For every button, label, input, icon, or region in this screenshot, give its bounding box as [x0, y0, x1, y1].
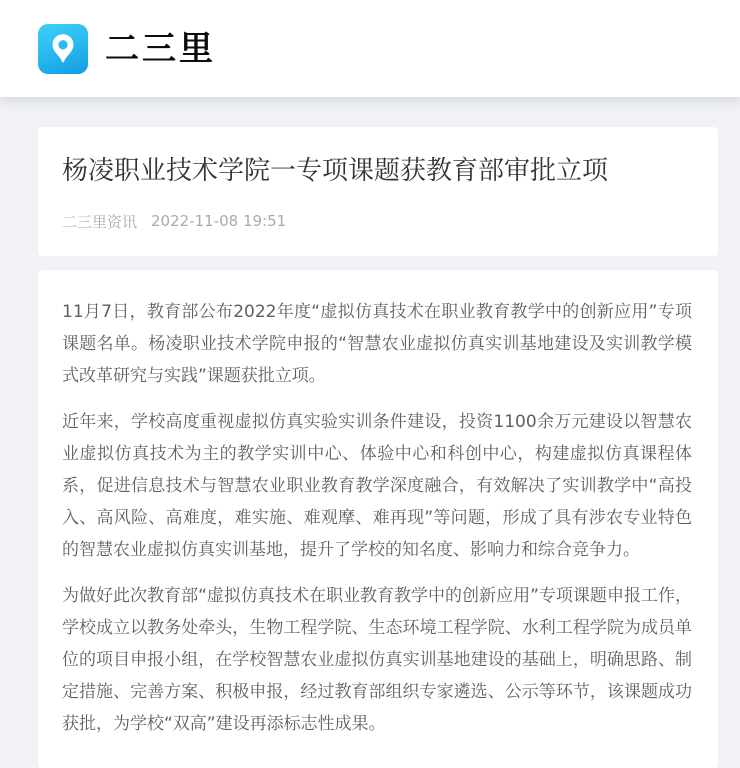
app-header	[0, 0, 740, 97]
article-meta	[62, 211, 692, 232]
brand-home-link[interactable]	[38, 24, 216, 74]
location-pin-icon	[38, 24, 88, 74]
article-page	[38, 127, 718, 768]
article-timestamp: 2022-11-08 19:51	[151, 212, 287, 231]
brand-name: 二三里	[105, 28, 216, 69]
article-paragraph: 为做好此次教育部“虚拟仿真技术在职业教育教学中的创新应用”专项课题申报工作，学校成立以教务处牵头，生物工程学院、生态环境工程学院、水利工程学院为成员单位的项目申报小组，在学校智慧农业虚拟仿真实训基地建设的基础上，明确思路、制定措施、完善方案、积极申报，经过教育部组织专家遴选、公示等环节，该课题成功获批，为学校“双高”建设再添标志性成果。	[62, 585, 692, 734]
article-title: 杨凌职业技术学院一专项课题获教育部审批立项	[62, 156, 609, 186]
article-paragraph: 11月7日，教育部公布2022年度“虚拟仿真技术在职业教育教学中的创新应用”专项课题名单。杨凌职业技术学院申报的“智慧农业虚拟仿真实训基地建设及实训教学模式改革研究与实践”课题获批立项。	[62, 301, 692, 386]
article-paragraph: 近年来，学校高度重视虚拟仿真实验实训条件建设，投资1100余万元建设以智慧农业虚拟仿真技术为主的教学实训中心、体验中心和科创中心，构建虚拟仿真课程体系，促进信息技术与智慧农业职业教育教学深度融合，有效解决了实训教学中“高投入、高风险、高难度，难实施、难观摩、难再现”等问题，形成了具有涉农专业特色的智慧农业虚拟仿真实训基地，提升了学校的知名度、影响力和综合竞争力。	[62, 411, 692, 560]
article-source: 二三里资讯	[62, 212, 138, 231]
article-body	[38, 270, 718, 768]
article-title-card	[38, 127, 718, 256]
